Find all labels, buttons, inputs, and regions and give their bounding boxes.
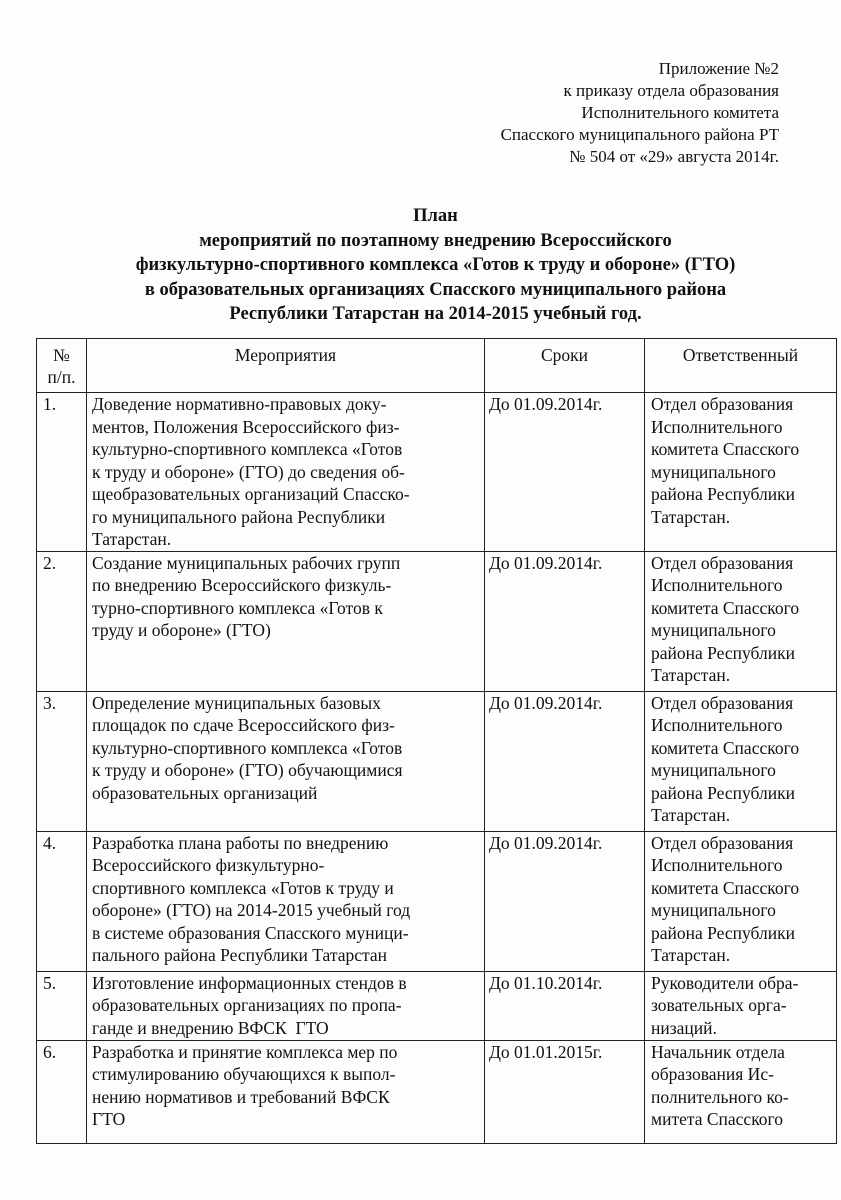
header-num-line2: п/п. [47, 367, 76, 387]
responsible-line: Исполнительного [651, 575, 783, 595]
row-term: До 01.01.2015г. [485, 1040, 645, 1143]
activity-line: образовательных организациях по пропа- [92, 995, 402, 1015]
title-line: физкультурно-спортивного комплекса «Готов к труду и обороне» (ГТО) [135, 255, 736, 275]
responsible-line: Татарстан. [651, 665, 731, 685]
row-activity [87, 691, 485, 831]
table-row [37, 393, 837, 552]
document-title [0, 204, 841, 327]
responsible-line: муниципального [651, 760, 776, 780]
appendix-line: Спасского муниципального района РТ [500, 125, 779, 144]
responsible-line: зовательных орга- [651, 995, 787, 1015]
table-row [37, 971, 837, 1040]
row-responsible [645, 551, 837, 691]
row-responsible [645, 393, 837, 552]
row-num: 6. [37, 1040, 87, 1143]
responsible-line: комитета Спасского [651, 737, 800, 758]
appendix-line: Исполнительного комитета [581, 103, 779, 122]
activity-line: по внедрению Всероссийского физкуль- [92, 575, 392, 595]
activity-line: Изготовление информационных стендов в [92, 972, 407, 993]
activity-line: культурно-спортивного комплекса «Готов [92, 737, 403, 758]
row-responsible [645, 1040, 837, 1143]
activity-line: Создание муниципальных рабочих групп [92, 552, 401, 573]
appendix-line: к приказу отдела образования [563, 81, 779, 100]
row-activity [87, 1040, 485, 1143]
responsible-line: Начальник отдела [651, 1041, 785, 1062]
activity-line: площадок по сдаче Всероссийского физ- [92, 715, 395, 735]
activity-line: стимулированию обучающихся к выпол- [92, 1064, 396, 1084]
activity-line: Татарстан. [92, 529, 172, 549]
row-responsible [645, 971, 837, 1040]
activity-line: ментов, Положения Всероссийского физ- [92, 416, 400, 437]
responsible-line: Татарстан. [651, 506, 731, 527]
responsible-line: низаций. [651, 1017, 717, 1038]
activity-line: нению нормативов и требований ВФСК [92, 1086, 390, 1107]
responsible-line: муниципального [651, 461, 776, 482]
activity-line: пального района Республики Татарстан [92, 945, 387, 965]
activity-line: Разработка плана работы по внедрению [92, 832, 389, 853]
row-term: До 01.10.2014г. [485, 971, 645, 1040]
responsible-line: комитета Спасского [651, 439, 800, 459]
responsible-line: района Республики [651, 484, 795, 504]
row-responsible [645, 831, 837, 971]
row-term: До 01.09.2014г. [485, 393, 645, 552]
activity-line: ГТО [92, 1109, 126, 1129]
table-row [37, 551, 837, 691]
activity-line: к труду и обороне» (ГТО) обучающимися [92, 760, 403, 780]
row-num: 3. [37, 691, 87, 831]
responsible-line: образования Ис- [651, 1064, 774, 1084]
activity-line: обороне» (ГТО) на 2014-2015 учебный год [92, 900, 411, 920]
activity-line: Разработка и принятие комплекса мер по [92, 1041, 398, 1062]
activity-line: Определение муниципальных базовых [92, 692, 381, 713]
responsible-line: Исполнительного [651, 855, 783, 875]
row-activity [87, 551, 485, 691]
header-activity: Мероприятия [87, 339, 485, 393]
activity-line: спортивного комплекса «Готов к труду и [92, 877, 394, 898]
activity-line: го муниципального района Республики [92, 506, 386, 527]
appendix-line: Приложение №2 [658, 59, 779, 78]
row-activity [87, 971, 485, 1040]
activity-line: в системе образования Спасского муници- [92, 922, 409, 943]
plan-table [36, 338, 837, 1144]
responsible-line: Отдел образования [651, 832, 794, 853]
activity-line: к труду и обороне» (ГТО) до сведения об- [92, 461, 405, 482]
row-num: 4. [37, 831, 87, 971]
row-num: 1. [37, 393, 87, 552]
table-header-row [37, 339, 837, 393]
row-activity [87, 393, 485, 552]
responsible-line: Исполнительного [651, 715, 783, 735]
appendix-line: № 504 от «29» августа 2014г. [569, 147, 779, 166]
row-responsible [645, 691, 837, 831]
title-line: План [413, 206, 458, 226]
table-row [37, 1040, 837, 1143]
table-row [37, 831, 837, 971]
responsible-line: Татарстан. [651, 805, 731, 825]
activity-line: Доведение нормативно-правовых доку- [92, 394, 387, 414]
responsible-line: Отдел образования [651, 552, 794, 573]
activity-line: щеобразовательных организаций Спасско- [92, 484, 410, 504]
activity-line: труду и обороне» (ГТО) [92, 620, 271, 640]
title-line: Республики Татарстан на 2014-2015 учебный год. [229, 304, 642, 324]
responsible-line: митета Спасского [651, 1109, 784, 1129]
row-term: До 01.09.2014г. [485, 831, 645, 971]
title-line: в образовательных организациях Спасского муниципального района [144, 279, 727, 300]
responsible-line: Отдел образования [651, 692, 794, 713]
responsible-line: района Республики [651, 922, 795, 943]
responsible-line: комитета Спасского [651, 597, 800, 618]
header-responsible: Ответственный [645, 339, 837, 393]
row-num: 2. [37, 551, 87, 691]
row-num: 5. [37, 971, 87, 1040]
activity-line: культурно-спортивного комплекса «Готов [92, 439, 403, 459]
responsible-line: Исполнительного [651, 416, 783, 437]
responsible-line: комитета Спасского [651, 877, 800, 898]
responsible-line: Руководители обра- [651, 972, 799, 993]
title-line: мероприятий по поэтапному внедрению Всероссийского [199, 230, 672, 251]
row-term: До 01.09.2014г. [485, 551, 645, 691]
header-term: Сроки [485, 339, 645, 393]
responsible-line: района Республики [651, 782, 795, 803]
responsible-line: района Республики [651, 642, 795, 663]
row-activity [87, 831, 485, 971]
activity-line: ганде и внедрению ВФСК ГТО [92, 1017, 329, 1038]
responsible-line: Отдел образования [651, 394, 794, 414]
row-term: До 01.09.2014г. [485, 691, 645, 831]
responsible-line: полнительного ко- [651, 1086, 789, 1107]
header-num-line1: № [53, 345, 70, 365]
activity-line: турно-спортивного комплекса «Готов к [92, 597, 383, 618]
activity-line: Всероссийского физкультурно- [92, 855, 325, 875]
responsible-line: муниципального [651, 620, 776, 640]
table-row [37, 691, 837, 831]
activity-line: образовательных организаций [92, 782, 318, 803]
responsible-line: Татарстан. [651, 945, 731, 965]
header-num [37, 339, 87, 393]
responsible-line: муниципального [651, 900, 776, 920]
appendix-block [501, 58, 779, 168]
